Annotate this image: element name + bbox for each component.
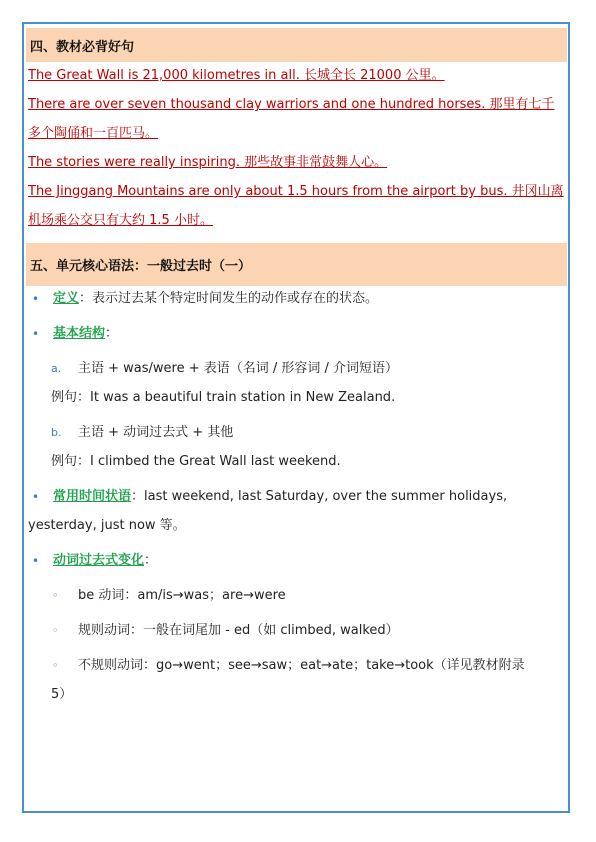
verb-change-item: be 动词：am/is→was；are→were [78,588,286,603]
verb-changes-colon: ： [144,553,158,568]
structure-term: 基本结构 [53,326,106,341]
time-adverbials-continuation: yesterday, just now 等。 [28,518,186,533]
bullet-icon: • [32,292,40,306]
circle-bullet-icon: ◦ [52,624,59,637]
key-sentence: The Great Wall is 21,000 kilometres in all. 长城全长 21000 公里。 [28,68,445,83]
structure-pattern: 主语 + 动词过去式 + 其他 [78,425,234,440]
verb-change-item-continuation: 5） [51,687,73,702]
circle-bullet-icon: ◦ [52,589,59,602]
list-marker-b: b. [51,426,62,439]
section-4-heading-text: 四、教材必背好句 [30,39,135,55]
definition-term: 定义 [53,291,80,306]
section-4-heading [26,28,567,62]
bullet-icon: • [32,327,40,341]
key-sentence: The stories were really inspiring. 那些故事非常鼓舞人心。 [28,155,388,170]
definition-text: ：表示过去某个特定时间发生的动作或存在的状态。 [79,291,379,306]
structure-line [53,325,118,343]
key-sentence: 机场乘公交只有大约 1.5 小时。 [28,213,213,228]
time-adverbials-term: 常用时间状语 [53,489,132,504]
definition-line [53,290,378,308]
verb-change-item: 规则动词：一般在词尾加 - ed（如 climbed, walked） [78,623,399,638]
structure-example: 例句：It was a beautiful train station in New Zealand. [51,390,396,405]
time-adverbials-line [53,488,507,506]
key-sentence: 多个陶俑和一百匹马。 [28,126,159,141]
section-5-heading [26,243,567,286]
time-adverbials-text: ：last weekend, last Saturday, over the summer holidays, [131,489,508,504]
circle-bullet-icon: ◦ [52,659,59,672]
list-marker-a: a. [51,362,62,375]
bullet-icon: • [32,490,40,504]
key-sentence: There are over seven thousand clay warriors and one hundred horses. 那里有七千 [28,97,555,112]
bullet-icon: • [32,554,40,568]
structure-pattern: 主语 + was/were + 表语（名词 / 形容词 / 介词短语） [78,361,399,376]
structure-colon: ： [105,326,119,341]
key-sentence: The Jinggang Mountains are only about 1.5 hours from the airport by bus. 井冈山离 [28,184,564,199]
verb-changes-line [53,552,157,570]
structure-example: 例句：I climbed the Great Wall last weekend. [51,454,341,469]
section-5-heading-text: 五、单元核心语法：一般过去时（一） [30,259,252,274]
verb-change-item: 不规则动词：go→went；see→saw；eat→ate；take→took（详见教材附录 [78,658,525,673]
verb-changes-term: 动词过去式变化 [53,553,145,568]
